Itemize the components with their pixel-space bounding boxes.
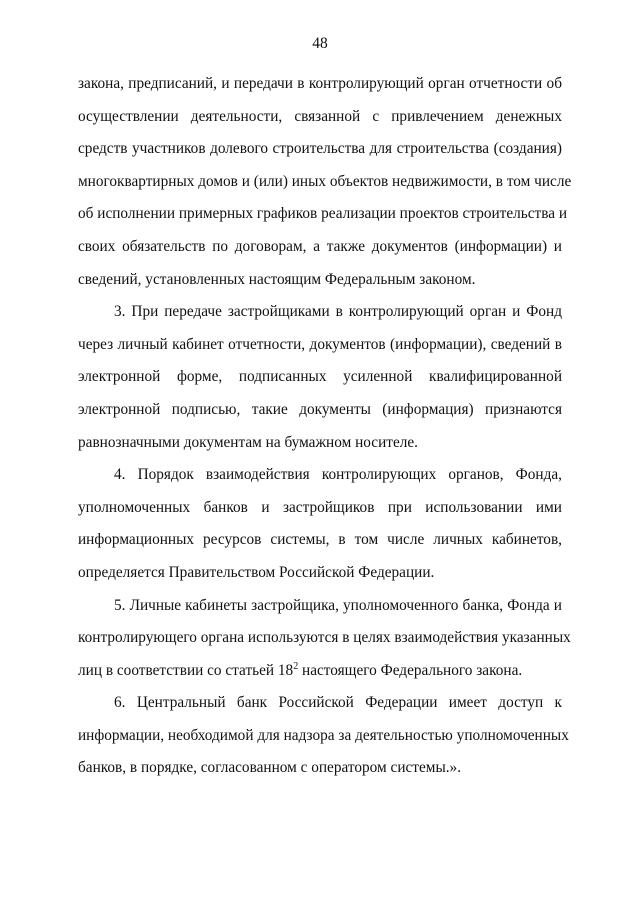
- paragraph-1: [78, 68, 572, 296]
- text-line: информации, необходимой для надзора за деятельностью уполномоченных: [78, 726, 569, 744]
- text-line: 5. Личные кабинеты застройщика, уполномоченного банка, Фонда и: [114, 596, 562, 614]
- text-line: средств участников долевого строительства для строительства (создания): [78, 140, 562, 158]
- text-line: электронной подписью, такие документы (информация) признаются: [78, 400, 562, 418]
- text-line: уполномоченных банков и застройщиков при использовании ими: [78, 498, 562, 516]
- text-line: через личный кабинет отчетности, документов (информации), сведений в: [78, 335, 562, 353]
- text-line: сведений, установленных настоящим Федеральным законом.: [78, 270, 476, 288]
- document-body: [78, 68, 572, 785]
- text-line: 3. При передаче застройщиками в контролирующий орган и Фонд: [114, 303, 562, 321]
- text-line: контролирующего органа используются в целях взаимодействия указанных: [78, 629, 571, 647]
- text-line: информационных ресурсов системы, в том числе личных кабинетов,: [78, 531, 562, 549]
- superscript: 2: [293, 660, 299, 672]
- paragraph-4: [78, 590, 571, 688]
- paragraph-3: [78, 459, 562, 589]
- text-line: определяется Правительством Российской Федерации.: [78, 563, 435, 581]
- text-fragment: лиц в соответствии со статьей 18: [78, 661, 294, 679]
- text-line: своих обязательств по договорам, а также документов (информации) и: [78, 237, 562, 255]
- text-line: равнозначными документам на бумажном носителе.: [78, 433, 419, 451]
- text-line: электронной форме, подписанных усиленной квалифицированной: [78, 368, 562, 386]
- page-number: 48: [312, 35, 328, 52]
- text-line: об исполнении примерных графиков реализации проектов строительства и: [78, 205, 568, 223]
- text-line: [78, 655, 562, 688]
- text-line: закона, предписаний, и передачи в контролирующий орган отчетности об: [78, 75, 562, 92]
- text-fragment: настоящего Федерального закона.: [298, 661, 523, 679]
- text-line: банков, в порядке, согласованном с оператором системы.».: [78, 759, 462, 777]
- text-line: многоквартирных домов и (или) иных объектов недвижимости, в том числе: [78, 172, 572, 190]
- paragraph-2: [78, 296, 562, 459]
- text-line: 4. Порядок взаимодействия контролирующих органов, Фонда,: [114, 466, 562, 484]
- paragraph-5: [78, 687, 569, 785]
- text-line: 6. Центральный банк Российской Федерации имеет доступ к: [114, 694, 562, 712]
- text-line: осуществлении деятельности, связанной с привлечением денежных: [78, 107, 562, 125]
